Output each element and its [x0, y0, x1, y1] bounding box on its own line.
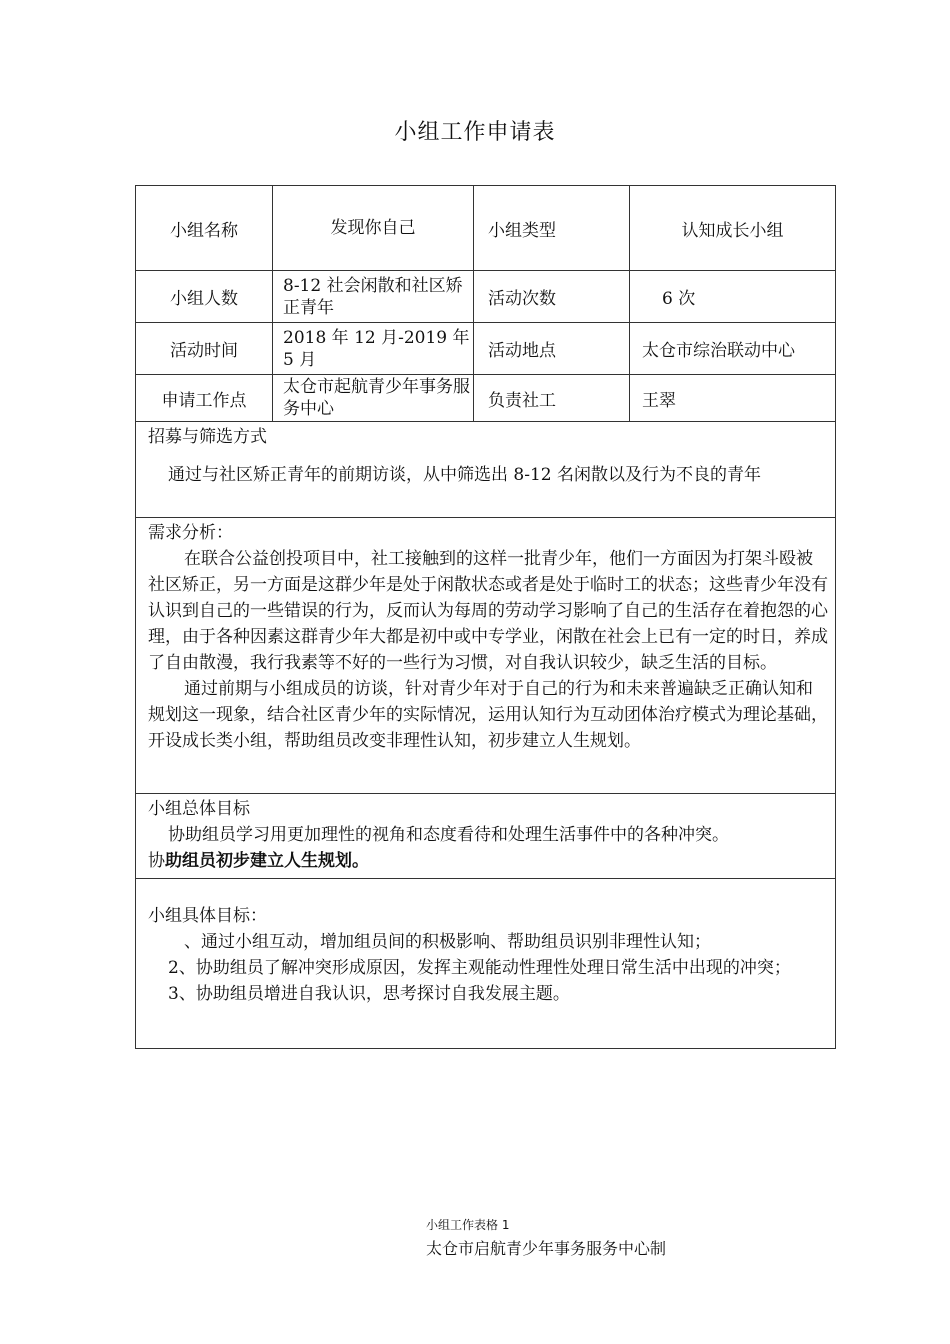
page-title: 小组工作申请表: [394, 120, 556, 145]
label-group-type: 小组类型: [474, 186, 630, 271]
recruit-section: [136, 422, 836, 518]
value-work-site: 太仓市起航青少年事务服务中心: [273, 375, 474, 422]
table-row: [136, 518, 836, 794]
table-row: [136, 271, 836, 323]
specific-goal-item-3: 3、协助组员增进自我认识，思考探讨自我发展主题。: [168, 984, 570, 1004]
overall-goal-section: [136, 794, 836, 879]
recruit-heading: 招募与筛选方式: [148, 427, 267, 447]
value-group-type: 认知成长小组: [630, 186, 836, 271]
needs-section: [136, 518, 836, 794]
value-group-size: 8-12 社会闲散和社区矫正青年: [273, 271, 474, 323]
specific-goal-heading: 小组具体目标：: [148, 906, 267, 926]
label-group-size: 小组人数: [136, 271, 273, 323]
value-activity-time: 2018 年 12 月-2019 年 5 月: [273, 323, 474, 375]
specific-goal-item-1: 、通过小组互动，增加组员间的积极影响、帮助组员识别非理性认知；: [184, 932, 711, 952]
value-group-name: 发现你自己: [273, 186, 474, 271]
label-activity-location: 活动地点: [474, 323, 630, 375]
table-row: [136, 323, 836, 375]
footer-form-number: 小组工作表格 1: [426, 1218, 510, 1232]
needs-paragraph-2: 通过前期与小组成员的访谈，针对青少年对于自己的行为和未来普遍缺乏正确认知和规划这一现象，结合社区青少年的实际情况，运用认知行为互动团体治疗模式为理论基础，开设成长类小组，帮助组员改变非理性认知，初步建立人生规划。: [148, 679, 828, 751]
overall-goal-line-2-start: 协: [148, 851, 165, 871]
overall-goal-line-1: 协助组员学习用更加理性的视角和态度看待和处理生活事件中的各种冲突。: [168, 825, 729, 845]
table-row: [136, 879, 836, 1049]
footer-issuer: 太仓市启航青少年事务服务中心制: [426, 1239, 667, 1258]
value-activity-location: 太仓市综治联动中心: [630, 323, 836, 375]
label-work-site: 申请工作点: [136, 375, 273, 422]
needs-paragraph-1: 在联合公益创投项目中，社工接触到的这样一批青少年，他们一方面因为打架斗殴被社区矫正，另一方面是这群少年是处于闲散状态或者是处于临时工的状态；这些青少年没有认识到自己的一些错误的行为，反而认为每周的劳动学习影响了自己的生活存在着抱怨的心理，由于各种因素这群青少年大都是初中或中专学业，闲散在社会上已有一定的时日，养成了自由散漫，我行我素等不好的一些行为习惯，对自我认识较少，缺乏生活的目标。: [148, 549, 828, 673]
overall-goal-line-2-rest: 助组员初步建立人生规划。: [165, 851, 369, 871]
table-row: [136, 794, 836, 879]
needs-heading: 需求分析：: [148, 523, 233, 543]
application-table: [135, 185, 836, 1049]
label-group-name: 小组名称: [136, 186, 273, 271]
overall-goal-line-2: [148, 848, 829, 874]
label-session-count: 活动次数: [474, 271, 630, 323]
recruit-text: 通过与社区矫正青年的前期访谈，从中筛选出 8-12 名闲散以及行为不良的青年: [168, 465, 761, 485]
table-row: [136, 422, 836, 518]
specific-goal-item-2: 2、协助组员了解冲突形成原因，发挥主观能动性理性处理日常生活中出现的冲突；: [168, 958, 791, 978]
label-social-worker: 负责社工: [474, 375, 630, 422]
value-social-worker: 王翠: [630, 375, 836, 422]
label-activity-time: 活动时间: [136, 323, 273, 375]
table-row: [136, 375, 836, 422]
value-session-count: 6 次: [630, 271, 836, 323]
specific-goal-section: [136, 879, 836, 1049]
table-row: [136, 186, 836, 271]
overall-goal-heading: 小组总体目标: [148, 799, 250, 819]
